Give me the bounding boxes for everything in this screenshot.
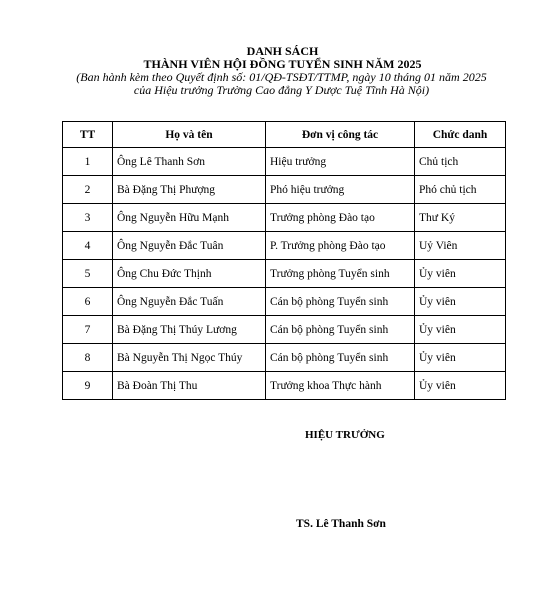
document-header [0,44,557,97]
cell-tt: 2 [63,176,113,204]
cell-unit: Cán bộ phòng Tuyển sinh [266,288,415,316]
cell-tt: 8 [63,344,113,372]
cell-unit: Cán bộ phòng Tuyển sinh [266,316,415,344]
cell-tt: 6 [63,288,113,316]
cell-name: Bà Đặng Thị Thúy Lương [113,316,266,344]
cell-role: Ủy viên [415,288,506,316]
cell-unit: Trưởng phòng Tuyển sinh [266,260,415,288]
cell-role: Thư Ký [415,204,506,232]
cell-unit: Hiệu trưởng [266,148,415,176]
cell-name: Bà Đặng Thị Phượng [113,176,266,204]
table-row [63,288,506,316]
cell-tt: 5 [63,260,113,288]
header-name: Họ và tên [113,122,266,148]
cell-unit: Cán bộ phòng Tuyển sinh [266,344,415,372]
cell-tt: 9 [63,372,113,400]
cell-tt: 7 [63,316,113,344]
cell-name: Ông Nguyễn Hữu Mạnh [113,204,266,232]
cell-role: Chủ tịch [415,148,506,176]
cell-name: Bà Nguyễn Thị Ngọc Thúy [113,344,266,372]
cell-unit: Trưởng khoa Thực hành [266,372,415,400]
cell-role: Ủy viên [415,260,506,288]
cell-name: Bà Đoàn Thị Thu [113,372,266,400]
members-table [62,121,506,400]
cell-role: Ủy viên [415,316,506,344]
table-row [63,148,506,176]
table-header-row [63,122,506,148]
cell-unit: Trưởng phòng Đào tạo [266,204,415,232]
table-row [63,204,506,232]
table-row [63,316,506,344]
cell-tt: 4 [63,232,113,260]
cell-name: Ông Nguyễn Đắc Tuân [113,232,266,260]
document-issuance-note: (Ban hành kèm theo Quyết định số: 01/QĐ-TSĐT/TTMP, ngày 10 tháng 01 năm 2025 của Hiệu trưởng Trường Cao đẳng Y Dược Tuệ Tĩnh Hà Nội) [76,70,487,97]
cell-role: Ủy viên [415,372,506,400]
document-title: DANH SÁCH [246,44,319,58]
table-row [63,232,506,260]
signature-name: TS. Lê Thanh Sơn [296,518,386,530]
cell-unit: Phó hiệu trưởng [266,176,415,204]
header-tt: TT [63,122,113,148]
cell-name: Ông Nguyễn Đắc Tuấn [113,288,266,316]
table-row [63,344,506,372]
cell-unit: P. Trưởng phòng Đào tạo [266,232,415,260]
cell-tt: 3 [63,204,113,232]
table-row [63,372,506,400]
document-subtitle: THÀNH VIÊN HỘI ĐỒNG TUYỂN SINH NĂM 2025 [143,57,422,71]
cell-role: Uỷ Viên [415,232,506,260]
cell-role: Phó chủ tịch [415,176,506,204]
table-row [63,176,506,204]
table-row [63,260,506,288]
cell-tt: 1 [63,148,113,176]
signature-title: HIỆU TRƯỞNG [305,429,385,441]
cell-name: Ông Chu Đức Thịnh [113,260,266,288]
cell-name: Ông Lê Thanh Sơn [113,148,266,176]
header-role: Chức danh [415,122,506,148]
header-unit: Đơn vị công tác [266,122,415,148]
cell-role: Ủy viên [415,344,506,372]
